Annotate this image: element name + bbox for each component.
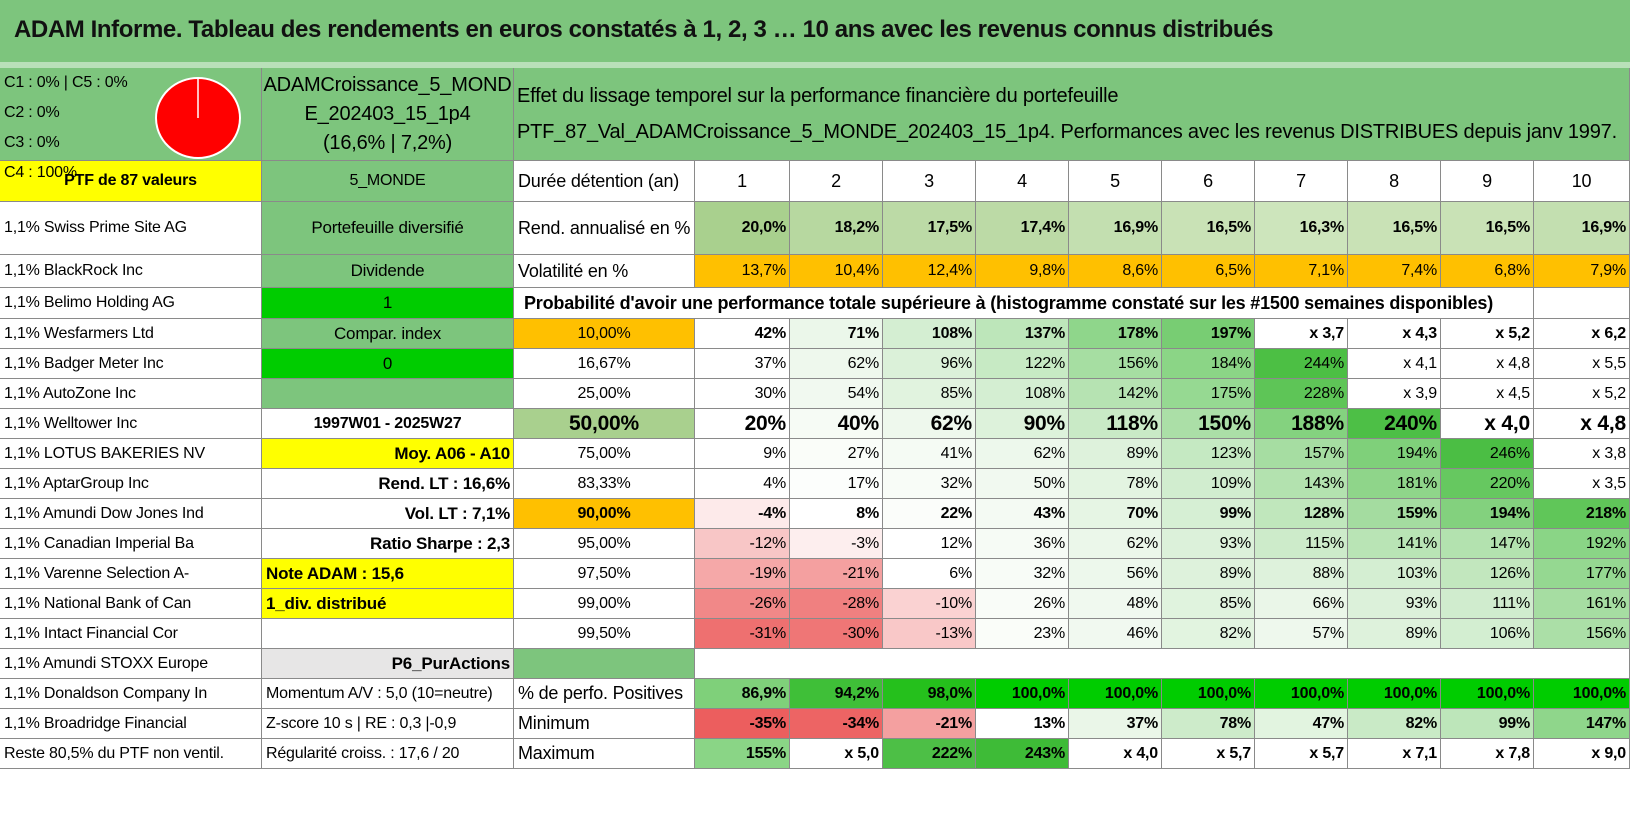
prob-value: 82% [1162, 619, 1255, 649]
prob-value: 62% [883, 409, 976, 439]
stat-value: 100,0% [1162, 679, 1255, 709]
rend-value: 17,4% [976, 202, 1069, 255]
stat-value: -21% [883, 709, 976, 739]
prob-value: x 5,5 [1534, 349, 1630, 379]
prob-value: 93% [1348, 589, 1441, 619]
prob-value: 42% [695, 319, 790, 349]
prob-value: 150% [1162, 409, 1255, 439]
info-cell: Z-score 10 s | RE : 0,3 |-0,9 [262, 709, 514, 739]
prob-value: 177% [1534, 559, 1630, 589]
info-cell: Régularité croiss. : 17,6 / 20 [262, 739, 514, 769]
prob-value: -30% [790, 619, 883, 649]
blank-band [695, 649, 1630, 679]
prob-value: 62% [1069, 529, 1162, 559]
prob-value: 88% [1255, 559, 1348, 589]
performance-table [0, 68, 1630, 815]
stat-value: -35% [695, 709, 790, 739]
vol-value: 7,4% [1348, 255, 1441, 288]
prob-value: 108% [883, 319, 976, 349]
prob-value: 37% [695, 349, 790, 379]
prob-value: 23% [976, 619, 1069, 649]
prob-value: 181% [1348, 469, 1441, 499]
prob-value: x 3,7 [1255, 319, 1348, 349]
holding-row: 1,1% Belimo Holding AG [0, 288, 262, 319]
prob-value: x 4,5 [1441, 379, 1534, 409]
info-cell: Rend. LT : 16,6% [262, 469, 514, 499]
year-header: 2 [790, 161, 883, 202]
info-cell: Moy. A06 - A10 [262, 439, 514, 469]
portfolio-name-line1: ADAMCroissance_5_MOND [263, 73, 512, 96]
prob-value: x 4,3 [1348, 319, 1441, 349]
holding-row: 1,1% LOTUS BAKERIES NV [0, 439, 262, 469]
prob-value: 157% [1255, 439, 1348, 469]
prob-value: 118% [1069, 409, 1162, 439]
rend-value: 16,9% [1534, 202, 1630, 255]
stat-value: x 5,0 [790, 739, 883, 769]
prob-value: 126% [1441, 559, 1534, 589]
prob-value: x 3,5 [1534, 469, 1630, 499]
prob-value: 17% [790, 469, 883, 499]
blank-green-cell [514, 649, 695, 679]
prob-value: 99% [1162, 499, 1255, 529]
year-header: 4 [976, 161, 1069, 202]
prob-value: 71% [790, 319, 883, 349]
prob-value: 22% [883, 499, 976, 529]
probability-title: Probabilité d'avoir une performance totale supérieure à (histogramme constaté sur les #1500 semaines disponibles) [514, 288, 1534, 319]
prob-value: 156% [1069, 349, 1162, 379]
prob-value: -13% [883, 619, 976, 649]
effect-line2: PTF_87_Val_ADAMCroissance_5_MONDE_202403_15_1p4. Performances avec les revenus DISTRIBUES depuis janv 1997. [517, 121, 1617, 143]
holding-row: 1,1% Welltower Inc [0, 409, 262, 439]
info-cell-empty [262, 619, 514, 649]
prob-value: 108% [976, 379, 1069, 409]
stat-value: 99% [1441, 709, 1534, 739]
quantile-cell: 97,50% [514, 559, 695, 589]
prob-value: 50% [976, 469, 1069, 499]
stat-value: 100,0% [1255, 679, 1348, 709]
prob-value: x 6,2 [1534, 319, 1630, 349]
quantile-cell: 90,00% [514, 499, 695, 529]
legend-line: C3 : 0% [4, 134, 60, 151]
prob-value: 30% [695, 379, 790, 409]
blank-cell [1534, 288, 1630, 319]
prob-value: 89% [1069, 439, 1162, 469]
quantile-cell: 75,00% [514, 439, 695, 469]
prob-value: -19% [695, 559, 790, 589]
prob-value: 66% [1255, 589, 1348, 619]
quantile-cell: 50,00% [514, 409, 695, 439]
prob-value: 123% [1162, 439, 1255, 469]
stat-value: 100,0% [1348, 679, 1441, 709]
prob-value: 32% [976, 559, 1069, 589]
prob-value: 188% [1255, 409, 1348, 439]
prob-value: 147% [1441, 529, 1534, 559]
stat-value: 155% [695, 739, 790, 769]
holding-row: 1,1% AutoZone Inc [0, 379, 262, 409]
holding-row: 1,1% AptarGroup Inc [0, 469, 262, 499]
prob-value: 194% [1441, 499, 1534, 529]
quantile-cell: 99,50% [514, 619, 695, 649]
vol-value: 9,8% [976, 255, 1069, 288]
rend-value: 16,5% [1441, 202, 1534, 255]
rend-value: 16,3% [1255, 202, 1348, 255]
info-cell: Compar. index [262, 319, 514, 349]
stat-value: 94,2% [790, 679, 883, 709]
info-cell-empty [262, 379, 514, 409]
holding-row: 1,1% Amundi STOXX Europe [0, 649, 262, 679]
prob-value: 96% [883, 349, 976, 379]
stat-value: 222% [883, 739, 976, 769]
prob-value: 178% [1069, 319, 1162, 349]
vol-value: 13,7% [695, 255, 790, 288]
allocation-pie-chart [154, 76, 242, 160]
prob-value: -3% [790, 529, 883, 559]
year-header: 3 [883, 161, 976, 202]
prob-value: 159% [1348, 499, 1441, 529]
prob-value: 175% [1162, 379, 1255, 409]
holding-row: 1,1% Amundi Dow Jones Ind [0, 499, 262, 529]
prob-value: x 3,8 [1534, 439, 1630, 469]
vol-label: Volatilité en % [514, 255, 695, 288]
prob-value: x 5,2 [1441, 319, 1534, 349]
prob-value: 143% [1255, 469, 1348, 499]
zone-cell: 5_MONDE [262, 161, 514, 202]
duration-label: Durée détention (an) [514, 161, 695, 202]
prob-value: -28% [790, 589, 883, 619]
prob-value: 156% [1534, 619, 1630, 649]
prob-value: 8% [790, 499, 883, 529]
year-header: 9 [1441, 161, 1534, 202]
prob-value: 6% [883, 559, 976, 589]
quantile-cell: 25,00% [514, 379, 695, 409]
prob-value: 244% [1255, 349, 1348, 379]
stat-value: 37% [1069, 709, 1162, 739]
info-cell: Note ADAM : 15,6 [262, 559, 514, 589]
info-cell: 1997W01 - 2025W27 [262, 409, 514, 439]
holding-row: 1,1% Canadian Imperial Ba [0, 529, 262, 559]
stat-value: 100,0% [1441, 679, 1534, 709]
prob-value: 62% [790, 349, 883, 379]
info-cell: 1_div. distribué [262, 589, 514, 619]
prob-value: -4% [695, 499, 790, 529]
info-cell: Dividende [262, 255, 514, 288]
year-header: 6 [1162, 161, 1255, 202]
rend-label: Rend. annualisé en % [514, 202, 695, 255]
info-cell: Portefeuille diversifié [262, 202, 514, 255]
stat-value: 147% [1534, 709, 1630, 739]
prob-value: 142% [1069, 379, 1162, 409]
vol-value: 7,9% [1534, 255, 1630, 288]
stat-value: x 7,8 [1441, 739, 1534, 769]
prob-value: 194% [1348, 439, 1441, 469]
holding-row: 1,1% Badger Meter Inc [0, 349, 262, 379]
prob-value: 192% [1534, 529, 1630, 559]
vol-value: 7,1% [1255, 255, 1348, 288]
prob-value: 56% [1069, 559, 1162, 589]
prob-value: 197% [1162, 319, 1255, 349]
vol-value: 8,6% [1069, 255, 1162, 288]
prob-value: 103% [1348, 559, 1441, 589]
prob-value: 115% [1255, 529, 1348, 559]
prob-value: 89% [1348, 619, 1441, 649]
quantile-cell: 83,33% [514, 469, 695, 499]
stat-value: 78% [1162, 709, 1255, 739]
prob-value: 109% [1162, 469, 1255, 499]
info-cell: Ratio Sharpe : 2,3 [262, 529, 514, 559]
prob-value: 128% [1255, 499, 1348, 529]
rend-value: 16,5% [1162, 202, 1255, 255]
stat-value: 243% [976, 739, 1069, 769]
stat-label: Minimum [514, 709, 695, 739]
prob-value: 137% [976, 319, 1069, 349]
stat-value: 82% [1348, 709, 1441, 739]
prob-value: 70% [1069, 499, 1162, 529]
stat-value: x 7,1 [1348, 739, 1441, 769]
stat-value: x 4,0 [1069, 739, 1162, 769]
prob-value: 20% [695, 409, 790, 439]
prob-value: 85% [883, 379, 976, 409]
prob-value: 26% [976, 589, 1069, 619]
stat-value: 100,0% [1069, 679, 1162, 709]
quantile-cell: 16,67% [514, 349, 695, 379]
prob-value: x 4,0 [1441, 409, 1534, 439]
rend-value: 16,9% [1069, 202, 1162, 255]
legend-line: C2 : 0% [4, 104, 60, 121]
vol-value: 10,4% [790, 255, 883, 288]
prob-value: 220% [1441, 469, 1534, 499]
quantile-cell: 10,00% [514, 319, 695, 349]
portfolio-name-line3: (16,6% | 7,2%) [322, 131, 453, 154]
portfolio-name-cell [262, 68, 514, 161]
stat-label: % de perfo. Positives [514, 679, 695, 709]
info-cell: 0 [262, 349, 514, 379]
stat-value: x 9,0 [1534, 739, 1630, 769]
holding-row: 1,1% Broadridge Financial [0, 709, 262, 739]
prob-value: -10% [883, 589, 976, 619]
prob-value: 36% [976, 529, 1069, 559]
effect-line1: Effet du lissage temporel sur la performance financière du portefeuille [517, 85, 1119, 107]
stat-value: 100,0% [1534, 679, 1630, 709]
info-cell: 1 [262, 288, 514, 319]
year-header: 10 [1534, 161, 1630, 202]
prob-value: 89% [1162, 559, 1255, 589]
rend-value: 17,5% [883, 202, 976, 255]
quantile-cell: 99,00% [514, 589, 695, 619]
prob-value: 32% [883, 469, 976, 499]
stat-value: x 5,7 [1162, 739, 1255, 769]
year-header: 5 [1069, 161, 1162, 202]
prob-value: 48% [1069, 589, 1162, 619]
quantile-cell: 95,00% [514, 529, 695, 559]
holding-row: 1,1% Donaldson Company In [0, 679, 262, 709]
prob-value: 240% [1348, 409, 1441, 439]
holding-row: 1,1% Intact Financial Cor [0, 619, 262, 649]
prob-value: 27% [790, 439, 883, 469]
prob-value: 9% [695, 439, 790, 469]
prob-value: 40% [790, 409, 883, 439]
report-title: ADAM Informe. Tableau des rendements en euros constatés à 1, 2, 3 … 10 ans avec les revenus connus distribués [0, 0, 1630, 62]
prob-value: 141% [1348, 529, 1441, 559]
prob-value: 43% [976, 499, 1069, 529]
prob-value: x 5,2 [1534, 379, 1630, 409]
prob-value: 4% [695, 469, 790, 499]
holding-row: 1,1% BlackRock Inc [0, 255, 262, 288]
stat-value: -34% [790, 709, 883, 739]
year-header: 8 [1348, 161, 1441, 202]
prob-value: x 3,9 [1348, 379, 1441, 409]
prob-value: 78% [1069, 469, 1162, 499]
rend-value: 18,2% [790, 202, 883, 255]
stat-value: 86,9% [695, 679, 790, 709]
prob-value: 90% [976, 409, 1069, 439]
rend-value: 16,5% [1348, 202, 1441, 255]
holding-row: 1,1% Wesfarmers Ltd [0, 319, 262, 349]
prob-value: 218% [1534, 499, 1630, 529]
stat-value: x 5,7 [1255, 739, 1348, 769]
prob-value: 122% [976, 349, 1069, 379]
holding-row: Reste 80,5% du PTF non ventil. [0, 739, 262, 769]
prob-value: 111% [1441, 589, 1534, 619]
prob-value: 228% [1255, 379, 1348, 409]
prob-value: 54% [790, 379, 883, 409]
holding-row: 1,1% National Bank of Can [0, 589, 262, 619]
prob-value: -26% [695, 589, 790, 619]
prob-value: 246% [1441, 439, 1534, 469]
info-cell: P6_PurActions [262, 649, 514, 679]
prob-value: 41% [883, 439, 976, 469]
prob-value: 161% [1534, 589, 1630, 619]
rend-value: 20,0% [695, 202, 790, 255]
prob-value: 46% [1069, 619, 1162, 649]
holding-row: 1,1% Varenne Selection A- [0, 559, 262, 589]
legend-line: C1 : 0% | C5 : 0% [4, 74, 128, 91]
prob-value: 184% [1162, 349, 1255, 379]
stat-value: 13% [976, 709, 1069, 739]
ptf-count-cell: PTF de 87 valeurs [0, 161, 262, 202]
portfolio-name-line2: E_202403_15_1p4 [304, 102, 471, 125]
prob-value: 106% [1441, 619, 1534, 649]
stat-value: 47% [1255, 709, 1348, 739]
prob-value: x 4,8 [1534, 409, 1630, 439]
legend-line: C4 : 100% [4, 164, 77, 181]
stat-value: 100,0% [976, 679, 1069, 709]
prob-value: x 4,1 [1348, 349, 1441, 379]
prob-value: 12% [883, 529, 976, 559]
effect-description [514, 68, 1630, 161]
prob-value: -12% [695, 529, 790, 559]
vol-value: 12,4% [883, 255, 976, 288]
info-cell: Vol. LT : 7,1% [262, 499, 514, 529]
prob-value: 85% [1162, 589, 1255, 619]
prob-value: 93% [1162, 529, 1255, 559]
stat-value: 98,0% [883, 679, 976, 709]
prob-value: x 4,8 [1441, 349, 1534, 379]
year-header: 7 [1255, 161, 1348, 202]
prob-value: -21% [790, 559, 883, 589]
info-cell: Momentum A/V : 5,0 (10=neutre) [262, 679, 514, 709]
prob-value: 57% [1255, 619, 1348, 649]
prob-value: 62% [976, 439, 1069, 469]
stat-label: Maximum [514, 739, 695, 769]
vol-value: 6,8% [1441, 255, 1534, 288]
prob-value: -31% [695, 619, 790, 649]
vol-value: 6,5% [1162, 255, 1255, 288]
year-header: 1 [695, 161, 790, 202]
holding-row: 1,1% Swiss Prime Site AG [0, 202, 262, 255]
